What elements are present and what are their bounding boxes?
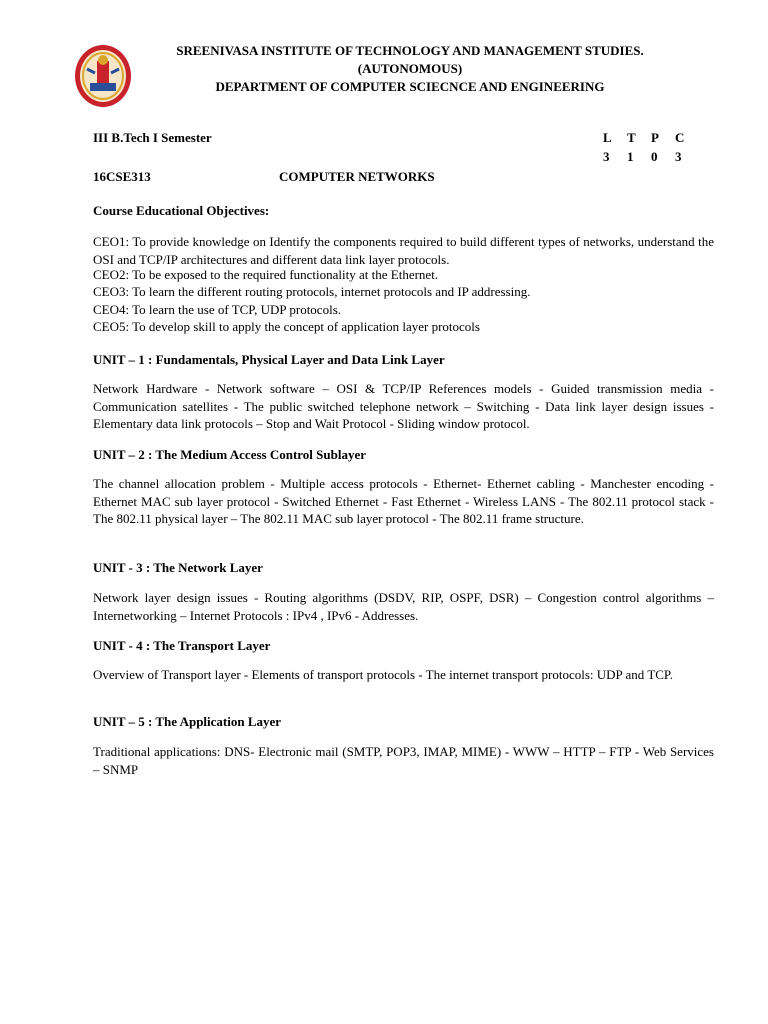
course-title: COMPUTER NETWORKS	[279, 169, 435, 184]
unit-4-heading: UNIT - 4 : The Transport Layer	[93, 638, 271, 653]
ltpc-label-t: T	[627, 130, 636, 145]
unit-5-heading: UNIT – 5 : The Application Layer	[93, 714, 282, 729]
ceo5: CEO5: To develop skill to apply the concept of application layer protocols	[93, 319, 480, 334]
ceo2: CEO2: To be exposed to the required functionality at the Ethernet.	[93, 267, 439, 282]
semester-label: III B.Tech I Semester	[93, 130, 212, 145]
objectives-heading: Course Educational Objectives:	[93, 203, 270, 218]
unit-1-body: Network Hardware - Network software – OSI & TCP/IP References models - Guided transmission media - Communication satellites - The public switched telephone network – Switching - Data link layer design issues - Elementary data link protocols – Stop and Wait Protocol - Sliding window protocol.	[93, 381, 714, 431]
ceo3: CEO3: To learn the different routing protocols, internet protocols and IP addressing.	[93, 284, 531, 299]
ceo4: CEO4: To learn the use of TCP, UDP protocols.	[93, 302, 342, 317]
institute-name: SREENIVASA INSTITUTE OF TECHNOLOGY AND MANAGEMENT STUDIES.	[176, 43, 644, 58]
ltpc-label-c: C	[675, 130, 685, 145]
ltpc-value-l: 3	[603, 149, 610, 164]
ceo1: CEO1: To provide knowledge on Identify the components required to build different types of networks, understand the OSI and TCP/IP architectures and different data link layer protocols.	[93, 234, 714, 267]
unit-5-body: Traditional applications: DNS- Electronic mail (SMTP, POP3, IMAP, MIME) - WWW – HTTP – FTP - Web Services – SNMP	[93, 744, 714, 777]
unit-2-heading: UNIT – 2 : The Medium Access Control Sublayer	[93, 447, 367, 462]
ltpc-values	[603, 148, 699, 165]
autonomous-label: (AUTONOMOUS)	[357, 61, 463, 76]
ltpc-labels	[603, 129, 699, 146]
department-name: DEPARTMENT OF COMPUTER SCIECNCE AND ENGINEERING	[215, 79, 605, 94]
unit-4-body: Overview of Transport layer - Elements of transport protocols - The internet transport protocols: UDP and TCP.	[93, 667, 673, 682]
unit-2-body: The channel allocation problem - Multiple access protocols - Ethernet- Ethernet cabling - Manchester encoding - Ethernet MAC sub layer protocol - Switched Ethernet - Fast Ethernet - Wireless LANS - The 802.11 protocol stack - The 802.11 physical layer – The 802.11 MAC sub layer protocol - The 802.11 frame structure.	[93, 476, 714, 526]
ltpc-label-p: P	[651, 130, 659, 145]
unit-3-body: Network layer design issues - Routing algorithms (DSDV, RIP, OSPF, DSR) – Congestion control algorithms – Internetworking – Internet Protocols : IPv4 , IPv6 - Addresses.	[93, 590, 714, 623]
ltpc-value-c: 3	[675, 149, 682, 164]
ltpc-value-t: 1	[627, 149, 634, 164]
unit-3-heading: UNIT - 3 : The Network Layer	[93, 560, 263, 575]
unit-1-heading: UNIT – 1 : Fundamentals, Physical Layer and Data Link Layer	[93, 352, 445, 367]
ltpc-label-l: L	[603, 130, 612, 145]
ltpc-value-p: 0	[651, 149, 658, 164]
institute-logo-seal	[73, 43, 133, 109]
course-code: 16CSE313	[93, 169, 151, 184]
